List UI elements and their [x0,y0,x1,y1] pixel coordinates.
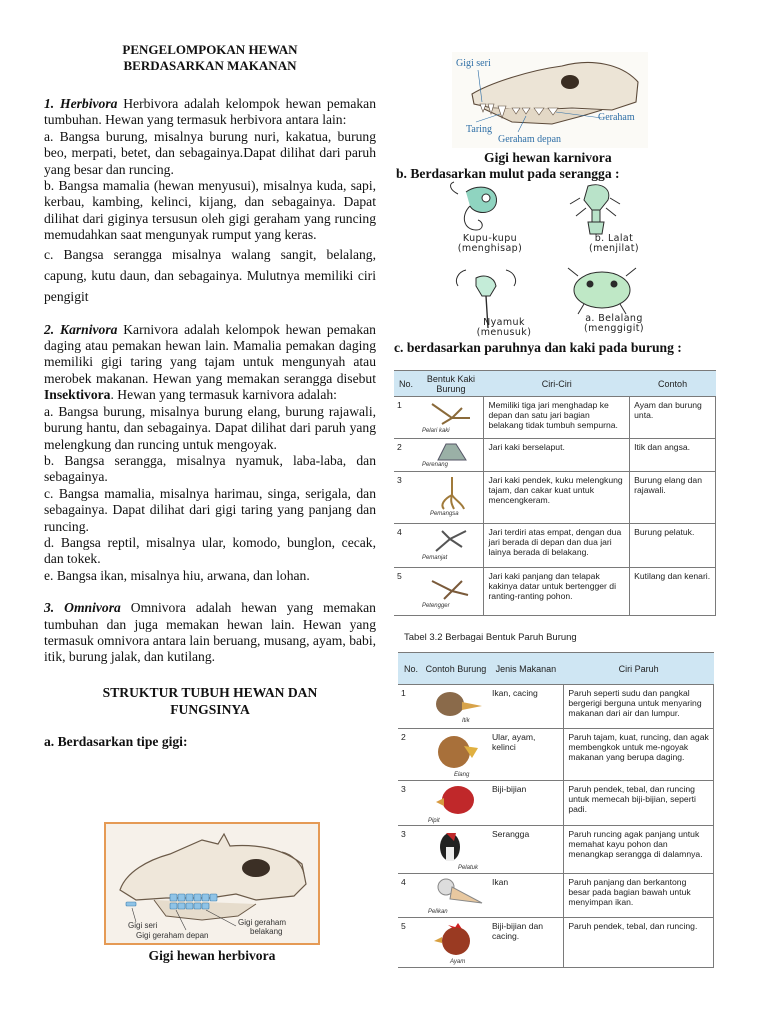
bird-label: Elang [453,772,470,778]
carn-label-geraham-depan: Geraham depan [498,134,562,145]
title-line-2: BERDASARKAN MAKANAN [123,58,297,73]
herbivora-intro: Herbivora adalah kelompok hewan pemakan tumbuhan. Hewan yang termasuk herbivora antara lain: [44,96,376,128]
karnivora-heading: 2. Karnivora [44,321,118,337]
beak-row-no: 1 [398,685,424,729]
bird-foot-icon [422,400,479,434]
omnivora-intro: Omnivora adalah hewan yang memakan tumbuhan dan juga memakan hewan lain. Hewan yang termasuk omnivora antara lain beruang, musang, ayam, babi, itik, burung jalak, dan kutilang. [44,600,376,665]
insect-2-name: b. Lalat [594,233,634,244]
beak-table-title: Tabel 3.2 Berbagai Bentuk Paruh Burung [404,632,577,643]
insect-nyamuk [454,318,554,338]
beak-row-ciri: Paruh pendek, tebal, dan runcing untuk memecah biji-bijian, seperti padi. [564,781,714,826]
bird-label: Pipit [427,818,440,824]
feet-row-ciri: Jari kaki pendek, kuku melengkung tajam, dan cakar kuat untuk mencengkeram. [484,472,630,524]
foot-pemangsa-icon [422,475,478,511]
beak-row-ciri: Paruh tajam, kuat, runcing, dan agak membengkok untuk me-ngoyak makanan yang berupa daging. [564,729,714,781]
feet-row-contoh: Kutilang dan kenari. [630,568,716,616]
feet-col-ciri: Ciri-Ciri [484,371,630,397]
feet-row-pic [418,568,484,616]
herb-label-geraham: Gigi geraham [238,918,287,927]
feet-row-no: 5 [394,568,418,616]
bird-label: Pelatuk [457,865,478,871]
herb-label-seri: Gigi seri [128,921,158,930]
bird-foot-icon [422,527,479,563]
beak-row-no: 3 [398,826,424,874]
karnivora-item-d: d. Bangsa reptil, misalnya ular, komodo, bunglon, cecak, dan tokek. [44,534,376,567]
herbivora-item-c: c. Bangsa serangga misalnya walang sangit, belalang, capung, kutu daun, dan sebagainya. Mulutnya memiliki ciri pengigit [44,246,376,304]
feet-row-pic [418,524,484,568]
bird-beak-table [398,652,714,968]
herb-label-geraham-depan: Gigi geraham depan [136,931,209,940]
insect-belalang [564,314,664,334]
foot-label: Pelari kaki [421,428,450,434]
beak-row-pic [424,781,488,826]
herbivore-skull-figure [104,822,320,945]
left-column [44,42,376,750]
table-row [394,472,716,524]
table-row [398,729,714,781]
beak-row-pic [424,729,488,781]
herbivora-item-a: a. Bangsa burung, misalnya burung nuri, kakatua, burung beo, merpati, betet, dan sebagainya.Dapat dilihat dari paruh yang besar dan runcing. [44,128,376,177]
title-line-1: PENGELOMPOKAN HEWAN [122,42,298,57]
duck-head-icon [428,688,484,720]
beak-row-no: 2 [398,729,424,781]
table-row [394,524,716,568]
feet-row-contoh: Burung elang dan rajawali. [630,472,716,524]
omnivora-section [44,600,376,666]
insect-3-name: Nyamuk [483,317,525,328]
feet-row-no: 4 [394,524,418,568]
table-row [398,781,714,826]
beak-row-makanan: Biji-bijian dan cacing. [488,918,564,968]
karnivora-item-b: b. Bangsa serangga, misalnya nyamuk, laba-laba, dan sebagainya. [44,452,376,485]
beak-row-makanan: Ikan [488,874,564,918]
feet-row-ciri: Jari terdiri atas empat, dengan dua jari berada di depan dan dua jari lainya berada di belakang. [484,524,630,568]
pelican-head-icon [428,877,484,907]
feet-row-ciri: Jari kaki berselaput. [484,439,630,472]
insect-mouth-heading: b. Berdasarkan mulut pada serangga : [396,166,620,181]
beak-row-no: 4 [398,874,424,918]
beak-row-makanan: Ular, ayam, kelinci [488,729,564,781]
table-row [398,685,714,729]
feet-col-bentuk: Bentuk Kaki Burung [418,371,484,397]
struktur-heading [44,684,376,718]
bird-head-icon [428,784,484,822]
beak-row-ciri: Paruh pendek, tebal, dan runcing. [564,918,714,968]
karnivora-section [44,322,376,404]
feet-row-no: 2 [394,439,418,472]
struktur-line-2: FUNGSINYA [170,701,250,717]
finch-head-icon [428,784,484,816]
herbivore-caption: Gigi hewan herbivora [148,948,276,963]
beak-col-contoh: Contoh Burung [424,653,488,685]
beak-row-pic [424,685,488,729]
insect-3-type: (menusuk) [476,327,532,338]
woodpecker-head-icon [428,829,484,863]
feet-table-header [394,371,716,397]
karnivora-item-a: a. Bangsa burung, misalnya burung elang, burung rajawali, burung hantu, dan sebagainya. Dapat dilihat dari paruh yang melengkung dan runcing untuk mengoyak. [44,403,376,452]
feet-row-contoh: Burung pelatuk. [630,524,716,568]
beak-col-no: No. [398,653,424,685]
insektivora-term: Insektivora [44,387,111,403]
bird-head-icon [428,877,484,913]
bird-head-icon [428,921,484,963]
feet-row-pic [418,439,484,472]
herb-label-belakang: belakang [250,927,283,936]
bird-feet-table [394,370,716,616]
herbivora-heading: 1. Herbivora [44,96,118,111]
bird-head-icon [428,732,484,776]
feet-row-contoh: Ayam dan burung unta. [630,397,716,439]
carn-label-geraham: Geraham [598,112,635,123]
omnivora-heading: 3. Omnivora [44,600,121,616]
insect-4-name: a. Belalang [585,313,643,324]
beak-row-ciri: Paruh panjang dan berkantong besar pada bagian bawah untuk menyimpan ikan. [564,874,714,918]
bird-foot-icon [422,571,479,611]
insect-1-name: Kupu-kupu [462,233,518,244]
feet-row-pic [418,472,484,524]
insect-lalat [564,234,664,254]
bird-foot-icon [422,475,479,519]
foot-pemanjat-icon [422,527,478,555]
feet-row-contoh: Itik dan angsa. [630,439,716,472]
foot-pelari-icon [422,400,478,426]
beak-row-makanan: Biji-bijian [488,781,564,826]
table-row [398,826,714,874]
tipe-gigi-heading: a. Berdasarkan tipe gigi: [44,733,188,749]
table-row [398,918,714,968]
bird-heading: c. berdasarkan paruhnya dan kaki pada burung : [394,340,682,355]
foot-label: Pemanjat [421,555,448,561]
feet-row-ciri: Memiliki tiga jari menghadap ke depan dan satu jari bagian belakang tidak tumbuh sempurna. [484,397,630,439]
karnivora-intro: Karnivora adalah kelompok hewan pemakan daging atau pemakan hewan lain. Mamalia pemakan daging memiliki gigi taring yang tajam untuk mengunyah atau merobek makanan. Hewan yang memakan serangga disebut [44,321,376,386]
struktur-line-1: STRUKTUR TUBUH HEWAN DAN [102,684,318,700]
table-row [394,439,716,472]
beak-col-ciri: Ciri Paruh [564,653,714,685]
foot-label: Pemangsa [429,511,459,517]
chicken-head-icon [428,921,484,955]
insect-mouth-figure [440,180,730,340]
foot-petengger-icon [422,571,478,601]
feet-col-contoh: Contoh [630,371,716,397]
karnivora-item-c: c. Bangsa mamalia, misalnya harimau, singa, serigala, dan sebagainya. Dapat dilihat dari gigi taring yang panjang dan runcing. [44,485,376,534]
insect-1-type: (menghisap) [457,243,523,254]
karnivora-item-e: e. Bangsa ikan, misalnya hiu, arwana, dan lohan. [44,567,310,583]
bird-head-icon [428,829,484,869]
beak-row-pic [424,874,488,918]
foot-label: Petengger [421,603,450,609]
beak-col-makanan: Jenis Makanan [488,653,564,685]
beak-row-no: 3 [398,781,424,826]
insect-2-type: (menjilat) [589,243,639,254]
page-title [44,42,376,74]
foot-perenang-icon [422,442,478,462]
table-row [394,397,716,439]
herbivora-item-b: b. Bangsa mamalia (hewan menyusui), misalnya kuda, sapi, kerbau, kambing, kelinci, kijang, dan sebagainya. Dapat dilihat dari giginya tersusun oleh gigi geraham yang runcing memudahkan saat mengunyak rumput yang keras. [44,178,376,243]
feet-row-no: 1 [394,397,418,439]
insect-kupu-kupu [440,234,540,254]
herbivora-section [44,96,376,129]
feet-col-no: No. [394,371,418,397]
feet-row-no: 3 [394,472,418,524]
carn-label-seri: Gigi seri [456,58,491,69]
carnivore-skull-figure [452,52,648,148]
beak-row-ciri: Paruh seperti sudu dan pangkal bergerigi berguna untuk menyaring makanan dari air dan lumpur. [564,685,714,729]
carnivore-caption: Gigi hewan karnivora [484,150,612,165]
beak-row-pic [424,918,488,968]
beak-row-makanan: Serangga [488,826,564,874]
beak-row-pic [424,826,488,874]
bird-foot-icon [422,442,479,468]
beak-table-header [398,653,714,685]
table-row [398,874,714,918]
bird-label: Ayam [449,959,466,965]
eagle-head-icon [428,732,484,770]
beak-row-ciri: Paruh runcing agak panjang untuk memahat kayu pohon dan menangkap serangga di dalamnya. [564,826,714,874]
bird-label: Pelikan [427,909,448,915]
karnivora-intro-end: . Hewan yang termasuk karnivora adalah: [110,387,337,403]
feet-row-pic [418,397,484,439]
bird-head-icon [428,688,484,724]
beak-row-no: 5 [398,918,424,968]
foot-label: Perenang [421,462,448,468]
feet-row-ciri: Jari kaki panjang dan telapak kakinya datar untuk bertengger di ranting-ranting pohon. [484,568,630,616]
table-row [394,568,716,616]
carn-label-taring: Taring [466,124,492,135]
insect-4-type: (menggigit) [583,323,645,334]
beak-row-makanan: Ikan, cacing [488,685,564,729]
bird-label: Itik [461,718,470,724]
